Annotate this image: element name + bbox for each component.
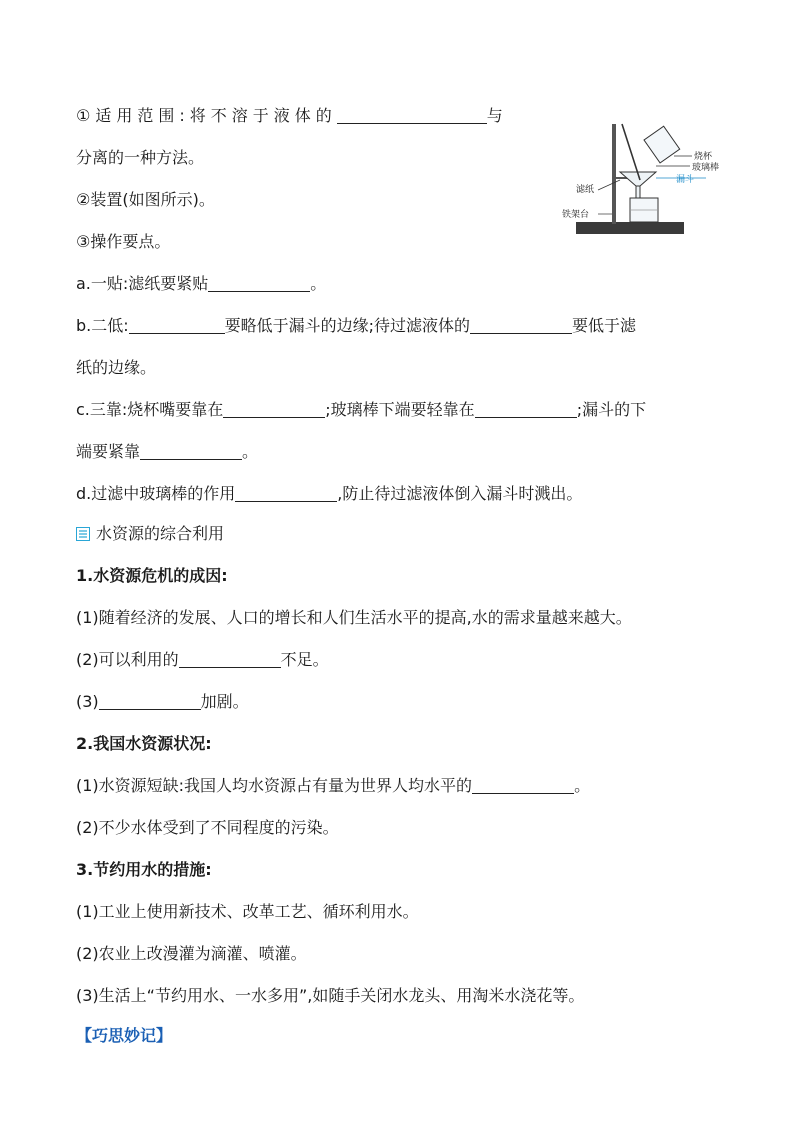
point-d-suffix: ,防止待过滤液体倒入漏斗时溅出。 (337, 484, 583, 503)
tip-label: 【巧思妙记】 (76, 1026, 173, 1045)
point-c-line2-suffix: 。 (242, 442, 259, 461)
section-heading (76, 524, 224, 544)
scope-line-2: 分离的一种方法。 (76, 148, 205, 167)
point-a-suffix: 。 (310, 274, 327, 293)
point-b-mid: 要略低于漏斗的边缘;待过滤液体的 (224, 316, 471, 335)
apparatus-drawing (556, 120, 726, 240)
crisis-item-2-suffix: 不足。 (280, 650, 329, 669)
point-c-mid: ;玻璃棒下端要轻靠在 (325, 400, 475, 419)
device-line: ②装置(如图所示)。 (76, 190, 215, 209)
status-item-1 (76, 776, 590, 796)
point-c-blank-3[interactable] (140, 443, 242, 460)
crisis-title: 1.水资源危机的成因: (76, 566, 228, 585)
point-a-blank[interactable] (208, 275, 310, 292)
point-b (76, 316, 636, 336)
pouring-beaker (644, 126, 680, 163)
label-beaker: 烧杯 (694, 152, 713, 162)
point-c-blank-1[interactable] (223, 401, 325, 418)
scope-line (76, 106, 503, 126)
point-c-blank-2[interactable] (475, 401, 577, 418)
point-c-line2-text: 端要紧靠 (76, 442, 141, 461)
point-a-text: a.一贴:滤纸要紧贴 (76, 274, 209, 293)
saving-title: 3.节约用水的措施: (76, 860, 212, 879)
status-item-1-blank[interactable] (472, 777, 574, 794)
status-item-1-text: (1)水资源短缺:我国人均水资源占有量为世界人均水平的 (76, 776, 473, 795)
filtration-apparatus-figure (556, 120, 726, 244)
status-item-1-suffix: 。 (574, 776, 591, 795)
list-icon (76, 527, 90, 541)
point-c (76, 400, 646, 420)
crisis-item-3-text: (3) (76, 692, 99, 711)
label-funnel: 漏斗 (676, 175, 695, 185)
status-item-2: (2)不少水体受到了不同程度的污染。 (76, 818, 339, 837)
stand-base (576, 222, 684, 234)
point-c-line-2 (76, 442, 258, 462)
saving-item-3: (3)生活上“节约用水、一水多用”,如随手关闭水龙头、用淘米水浇花等。 (76, 986, 585, 1005)
scope-text: ①适用范围:将不溶于液体的 (76, 106, 337, 125)
point-b-suffix: 要低于滤 (572, 316, 637, 335)
label-glass-rod: 玻璃棒 (692, 163, 720, 173)
point-a (76, 274, 326, 294)
point-d-text: d.过滤中玻璃棒的作用 (76, 484, 236, 503)
point-b-text: b.二低: (76, 316, 129, 335)
crisis-item-3-blank[interactable] (99, 693, 201, 710)
saving-item-2: (2)农业上改漫灌为滴灌、喷灌。 (76, 944, 307, 963)
saving-item-1: (1)工业上使用新技术、改革工艺、循环利用水。 (76, 902, 419, 921)
crisis-item-3-suffix: 加剧。 (200, 692, 249, 711)
section-heading-text: 水资源的综合利用 (96, 524, 225, 543)
label-stand: 铁架台 (562, 210, 590, 220)
scope-suffix: 与 (486, 106, 503, 125)
point-b-blank-2[interactable] (470, 317, 572, 334)
crisis-item-3 (76, 692, 249, 712)
point-d (76, 484, 582, 504)
stand-pole (612, 124, 616, 224)
point-c-suffix: ;漏斗的下 (576, 400, 647, 419)
point-c-text: c.三靠:烧杯嘴要靠在 (76, 400, 224, 419)
point-b-blank-1[interactable] (129, 317, 225, 334)
points-title: ③操作要点。 (76, 232, 171, 251)
point-b-line-2: 纸的边缘。 (76, 358, 157, 377)
crisis-item-2-text: (2)可以利用的 (76, 650, 179, 669)
crisis-item-1: (1)随着经济的发展、人口的增长和人们生活水平的提高,水的需求量越来越大。 (76, 608, 632, 627)
crisis-item-2-blank[interactable] (179, 651, 281, 668)
scope-blank[interactable] (337, 107, 487, 124)
point-d-blank[interactable] (235, 485, 337, 502)
crisis-item-2 (76, 650, 329, 670)
label-filter-paper: 滤纸 (576, 185, 595, 195)
status-title: 2.我国水资源状况: (76, 734, 212, 753)
